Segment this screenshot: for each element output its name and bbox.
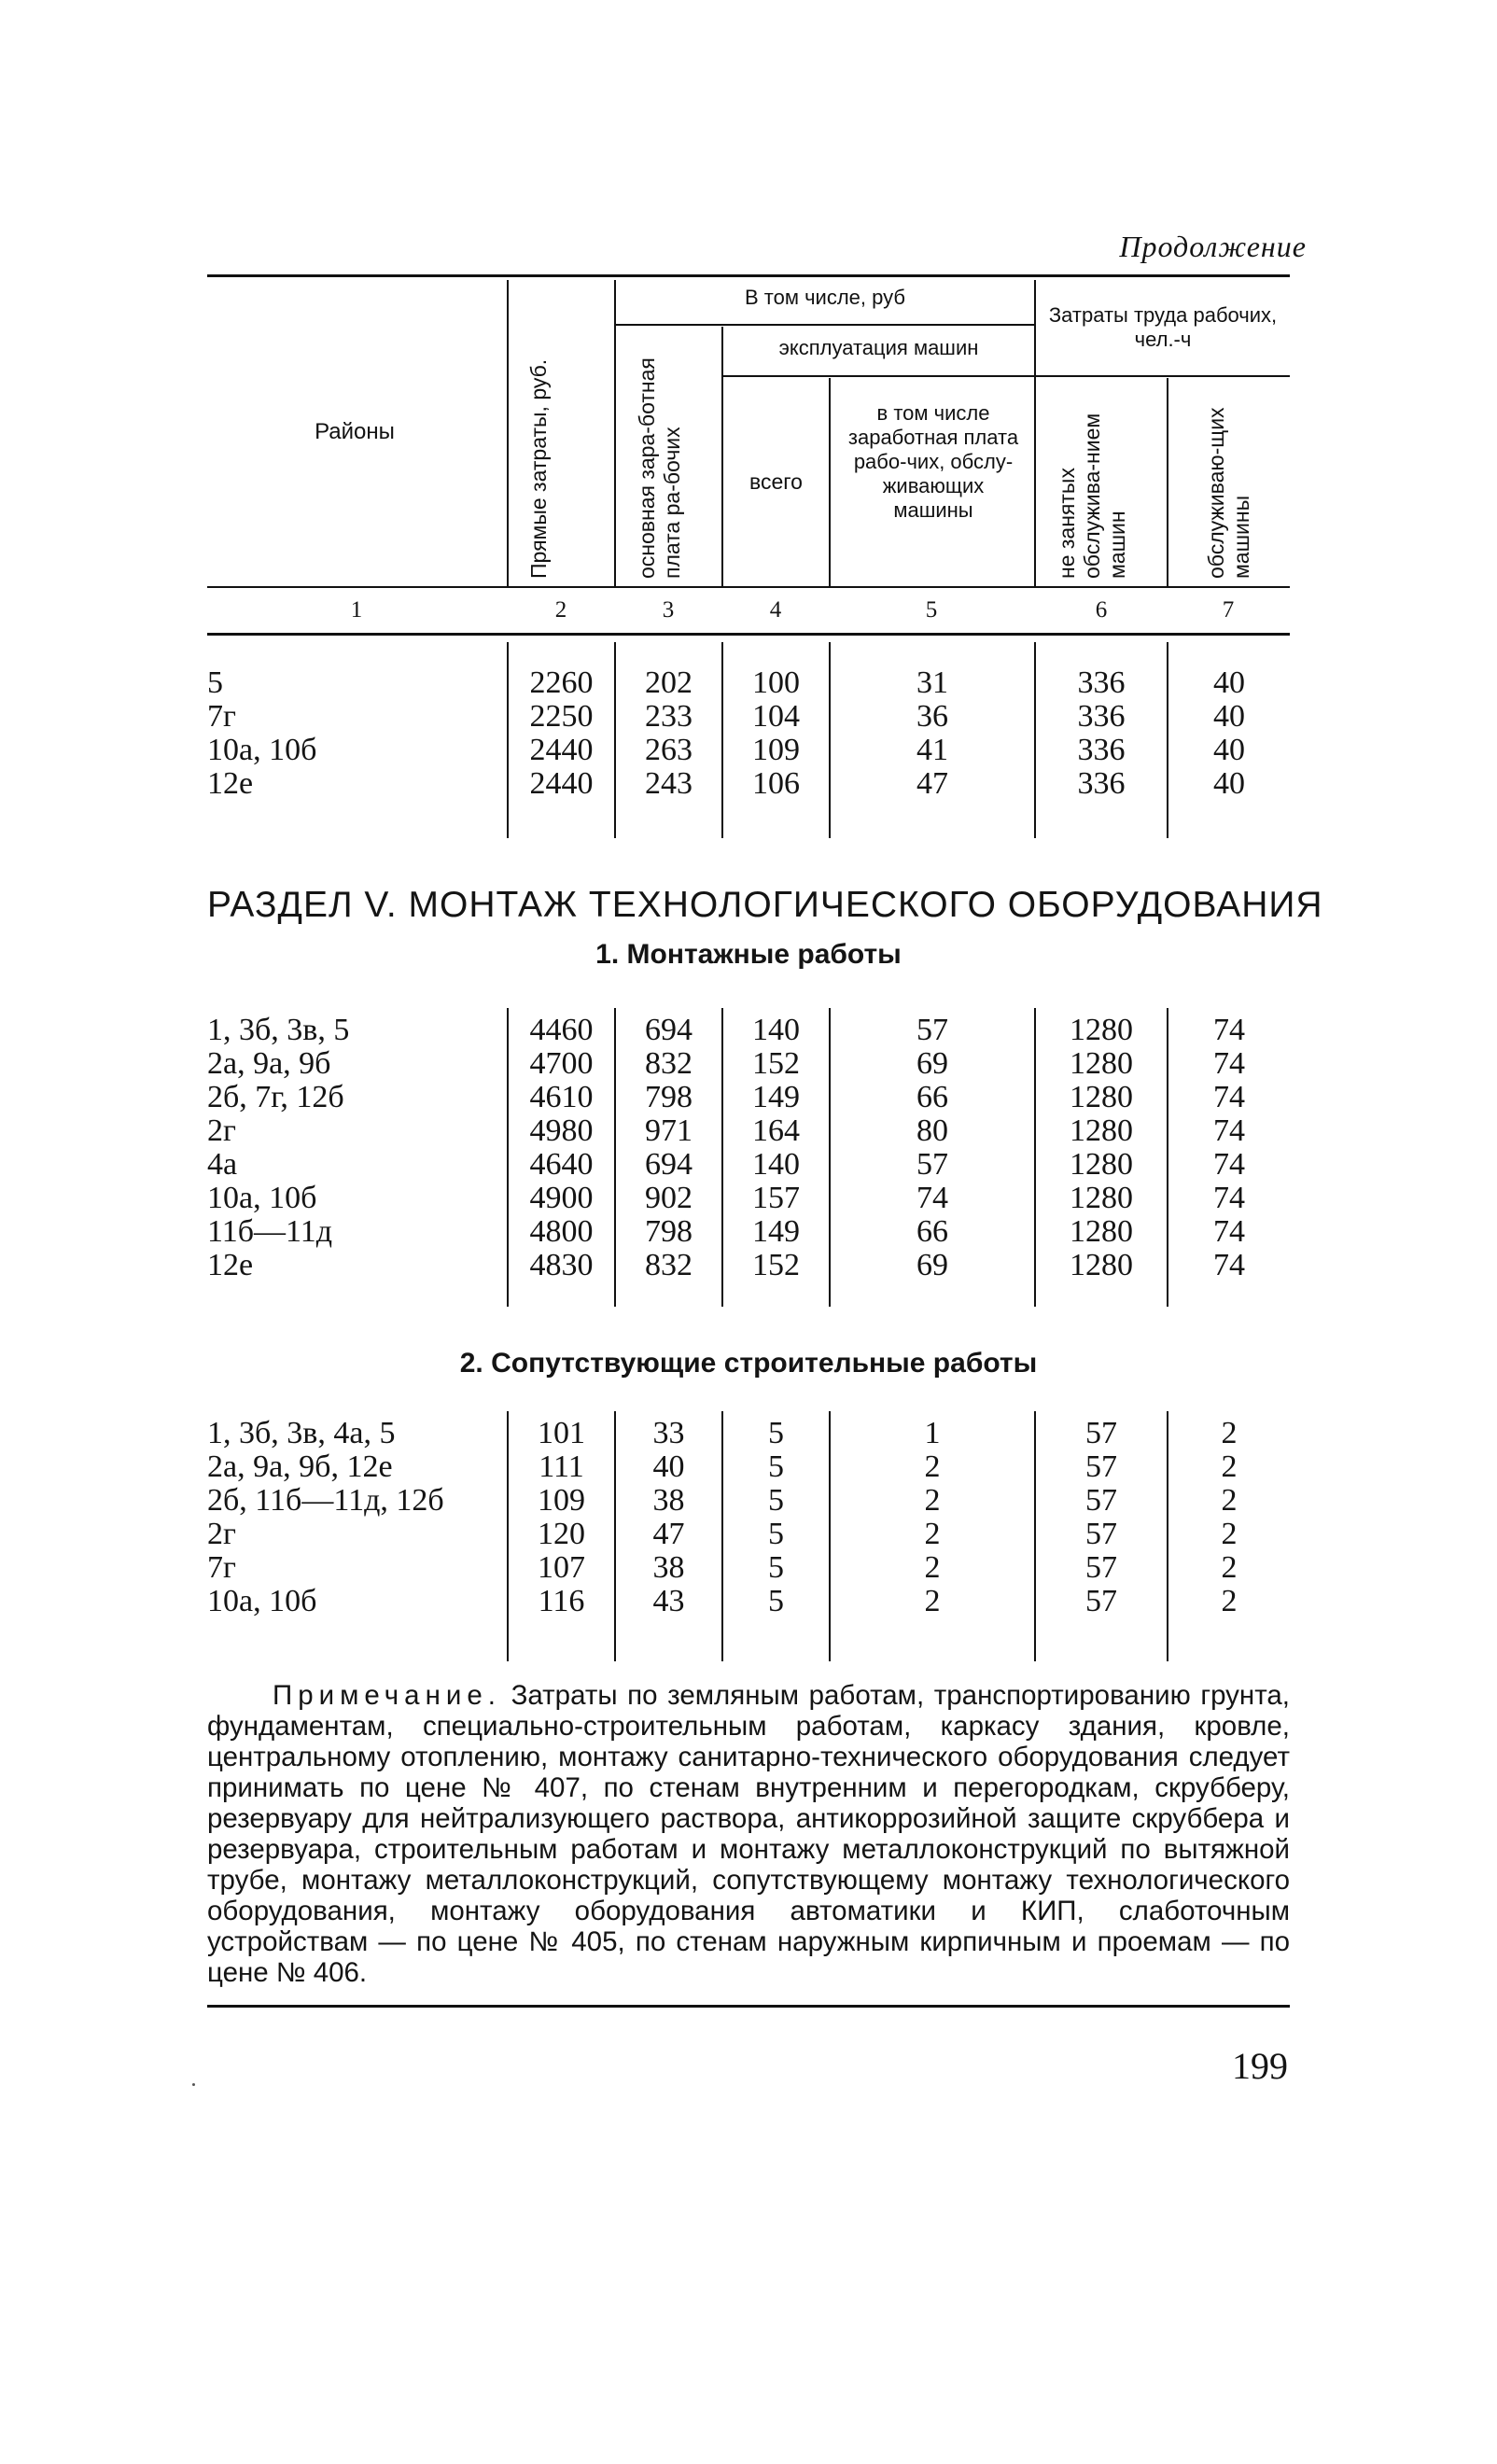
- header-ekspluataciya: эксплуатация машин: [778, 336, 979, 359]
- table-cell: 33: [652, 1416, 685, 1450]
- table-row-name: 2г: [207, 1517, 236, 1551]
- table-cell: 57: [916, 1147, 948, 1182]
- header-ne-zanyatyh: не занятых обслужива-нием машин: [1055, 413, 1129, 579]
- table-row-name: 2б, 11б—11д, 12б: [207, 1483, 444, 1518]
- table-cell: 4830: [529, 1248, 594, 1282]
- table-cell: 47: [652, 1517, 685, 1551]
- header-top-rule: [207, 274, 1290, 277]
- table-cell: 2: [1221, 1584, 1238, 1618]
- table-cell: 140: [752, 1013, 800, 1047]
- colnum-bottom-rule: [207, 633, 1290, 636]
- table-cell: 336: [1077, 665, 1126, 700]
- col-number-4: 4: [769, 597, 782, 623]
- table-cell: 74: [1213, 1181, 1245, 1215]
- table-cell: 2: [1221, 1416, 1238, 1450]
- note-paragraph: [207, 1680, 1290, 1988]
- table-cell: 120: [538, 1517, 585, 1551]
- header-vsego: всего: [749, 469, 803, 494]
- table-cell: 69: [916, 1046, 948, 1081]
- table-cell: 2: [924, 1517, 941, 1551]
- table-cell: 2440: [529, 733, 594, 767]
- table-cell: 106: [752, 766, 800, 801]
- table-cell: 2: [1221, 1449, 1238, 1484]
- table-cell: 5: [768, 1550, 784, 1585]
- table-cell: 971: [645, 1113, 693, 1148]
- table-cell: 40: [1213, 733, 1245, 767]
- table-cell: 336: [1077, 733, 1126, 767]
- table-cell: 5: [768, 1517, 784, 1551]
- table-cell: 66: [916, 1214, 948, 1249]
- table-cell: 57: [1085, 1517, 1117, 1551]
- table-cell: 41: [916, 733, 948, 767]
- table-cell: 1280: [1070, 1113, 1133, 1148]
- table-cell: 109: [752, 733, 800, 767]
- sep-v2: [614, 280, 616, 588]
- table-cell: 40: [652, 1449, 685, 1484]
- table-cell: 149: [752, 1214, 800, 1249]
- table1-title: 1. Монтажные работы: [595, 939, 902, 970]
- note-label: Примечание.: [273, 1680, 501, 1711]
- table-cell: 74: [1213, 1214, 1245, 1249]
- table-row-name: 4а: [207, 1147, 238, 1182]
- table-cell: 47: [916, 766, 948, 801]
- table-cell: 57: [916, 1013, 948, 1047]
- table-row-name: 12е: [207, 766, 254, 801]
- table-cell: 164: [752, 1113, 800, 1148]
- col-number-3: 3: [662, 597, 675, 623]
- table-cell: 57: [1085, 1416, 1117, 1450]
- sub-rule-3: [1036, 375, 1290, 377]
- table-row-name: 2а, 9а, 9б: [207, 1046, 331, 1081]
- table-cell: 336: [1077, 766, 1126, 801]
- table-row-name: 1, 3б, 3в, 4а, 5: [207, 1416, 396, 1450]
- table-cell: 1280: [1070, 1147, 1133, 1182]
- table-row-name: 10а, 10б: [207, 733, 317, 767]
- table-row-name: 2б, 7г, 12б: [207, 1080, 344, 1114]
- col-number-1: 1: [350, 597, 363, 623]
- header-bottom-rule: [207, 586, 1290, 588]
- table-cell: 107: [538, 1550, 585, 1585]
- table-cell: 74: [1213, 1113, 1245, 1148]
- table-row-name: 10а, 10б: [207, 1181, 317, 1215]
- header-obsluzhivayushchih: обслуживаю-щих машины: [1204, 407, 1253, 579]
- col-number-7: 7: [1222, 597, 1235, 623]
- table-row-name: 7г: [207, 699, 236, 734]
- table-cell: 1: [924, 1416, 941, 1450]
- table-row-name: 5: [207, 665, 223, 700]
- scan-dot: [192, 2083, 195, 2086]
- table-cell: 1280: [1070, 1013, 1133, 1047]
- table-cell: 832: [645, 1046, 693, 1081]
- table-cell: 104: [752, 699, 800, 734]
- header-rayony: Районы: [315, 419, 395, 444]
- continuation-label: Продолжение: [1119, 230, 1307, 263]
- sep-v1: [507, 280, 509, 588]
- table2-title: 2. Сопутствующие строительные работы: [459, 1348, 1038, 1379]
- table-row-name: 12е: [207, 1248, 254, 1282]
- table-cell: 233: [645, 699, 693, 734]
- table-cell: 157: [752, 1181, 800, 1215]
- table-cell: 74: [1213, 1248, 1245, 1282]
- table-cell: 66: [916, 1080, 948, 1114]
- table-cell: 140: [752, 1147, 800, 1182]
- table-cell: 4610: [529, 1080, 594, 1114]
- header-osnovnaya: основная зара-ботная плата ра-бочих: [635, 357, 684, 579]
- table-cell: 2250: [529, 699, 594, 734]
- sub-rule-1: [616, 324, 1034, 326]
- table-cell: 243: [645, 766, 693, 801]
- table-row-name: 2г: [207, 1113, 236, 1148]
- page-number: 199: [1232, 2045, 1288, 2087]
- table-cell: 1280: [1070, 1181, 1133, 1215]
- table-cell: 4700: [529, 1046, 594, 1081]
- table-cell: 263: [645, 733, 693, 767]
- table-cell: 31: [916, 665, 948, 700]
- table-cell: 74: [1213, 1147, 1245, 1182]
- table-cell: 116: [538, 1584, 585, 1618]
- header-v-tom-chisle-zarabotnaya: в том числе заработная плата рабо-чих, обслу-живающих машины: [847, 401, 1019, 522]
- table-cell: 101: [538, 1416, 585, 1450]
- table-cell: 36: [916, 699, 948, 734]
- table-cell: 2: [1221, 1517, 1238, 1551]
- table-cell: 902: [645, 1181, 693, 1215]
- table-cell: 57: [1085, 1584, 1117, 1618]
- table-cell: 5: [768, 1584, 784, 1618]
- sep-v4: [829, 378, 831, 588]
- table-cell: 1280: [1070, 1248, 1133, 1282]
- table-cell: 1280: [1070, 1080, 1133, 1114]
- table-cell: 80: [916, 1113, 948, 1148]
- table-cell: 336: [1077, 699, 1126, 734]
- table-cell: 74: [1213, 1080, 1245, 1114]
- table-cell: 2260: [529, 665, 594, 700]
- col-number-2: 2: [554, 597, 567, 623]
- table-cell: 202: [645, 665, 693, 700]
- table-cell: 2: [1221, 1550, 1238, 1585]
- table-cell: 4800: [529, 1214, 594, 1249]
- table-cell: 4900: [529, 1181, 594, 1215]
- header-zatraty-truda: Затраты труда рабочих, чел.-ч: [1048, 303, 1278, 351]
- header-v-tom-chisle: В том числе, руб: [745, 286, 905, 309]
- footer-rule: [207, 2005, 1290, 2008]
- sub-rule-2: [723, 375, 1034, 377]
- table-cell: 43: [652, 1584, 685, 1618]
- table-cell: 832: [645, 1248, 693, 1282]
- table-cell: 74: [1213, 1046, 1245, 1081]
- table-row-name: 10а, 10б: [207, 1584, 317, 1618]
- table-cell: 40: [1213, 699, 1245, 734]
- table-cell: 69: [916, 1248, 948, 1282]
- col-number-5: 5: [925, 597, 938, 623]
- table-cell: 5: [768, 1483, 784, 1518]
- table-cell: 40: [1213, 766, 1245, 801]
- sep-v3: [721, 327, 723, 588]
- table-cell: 40: [1213, 665, 1245, 700]
- table-cell: 100: [752, 665, 800, 700]
- table-row-name: 7г: [207, 1550, 236, 1585]
- table-cell: 109: [538, 1483, 585, 1518]
- table-cell: 694: [645, 1013, 693, 1047]
- table-cell: 4640: [529, 1147, 594, 1182]
- table-row-name: 1, 3б, 3в, 5: [207, 1013, 350, 1047]
- table-cell: 74: [916, 1181, 948, 1215]
- table-cell: 798: [645, 1214, 693, 1249]
- table-cell: 149: [752, 1080, 800, 1114]
- table-cell: 5: [768, 1449, 784, 1484]
- col-number-6: 6: [1095, 597, 1108, 623]
- table-cell: 111: [539, 1449, 584, 1484]
- table-cell: 38: [652, 1550, 685, 1585]
- table-row-name: 2а, 9а, 9б, 12е: [207, 1449, 393, 1484]
- table-cell: 57: [1085, 1483, 1117, 1518]
- table-cell: 2: [924, 1483, 941, 1518]
- table-cell: 798: [645, 1080, 693, 1114]
- note-text: Затраты по земляным работам, транспортированию грунта, фундаментам, специально-строительным работам, каркасу здания, кровле, центральному отоплению, монтажу санитарно-технического оборудования следует принимать по цене № 407, по стенам внутренним и перегородкам, скрубберу, резервуару для нейтрализующего раствора, антикоррозийной защите скруббера и резервуара, строительным работам и монтажу металлоконструкций по вытяжной трубе, монтажу металлоконструкций, сопутствующему монтажу технологического оборудования, монтажу оборудования автоматики и КИП, слаботочным устройствам — по цене № 405, по стенам наружным кирпичным и проемам — по цене № 406.: [207, 1680, 1290, 1988]
- table-cell: 4980: [529, 1113, 594, 1148]
- table-cell: 152: [752, 1248, 800, 1282]
- table-cell: 74: [1213, 1013, 1245, 1047]
- table-cell: 5: [768, 1416, 784, 1450]
- table-cell: 1280: [1070, 1214, 1133, 1249]
- section-heading: РАЗДЕЛ V. МОНТАЖ ТЕХНОЛОГИЧЕСКОГО ОБОРУДОВАНИЯ: [207, 885, 1323, 925]
- header-pryamye: Прямые затраты, руб.: [526, 358, 551, 579]
- table-cell: 694: [645, 1147, 693, 1182]
- table-cell: 57: [1085, 1550, 1117, 1585]
- table-cell: 2: [924, 1449, 941, 1484]
- table-cell: 57: [1085, 1449, 1117, 1484]
- table-cell: 2440: [529, 766, 594, 801]
- table-cell: 152: [752, 1046, 800, 1081]
- sep-v6: [1167, 378, 1168, 588]
- table-cell: 2: [924, 1584, 941, 1618]
- table-cell: 2: [1221, 1483, 1238, 1518]
- table-cell: 1280: [1070, 1046, 1133, 1081]
- table-cell: 4460: [529, 1013, 594, 1047]
- table-cell: 38: [652, 1483, 685, 1518]
- table-cell: 2: [924, 1550, 941, 1585]
- table-row-name: 11б—11д: [207, 1214, 333, 1249]
